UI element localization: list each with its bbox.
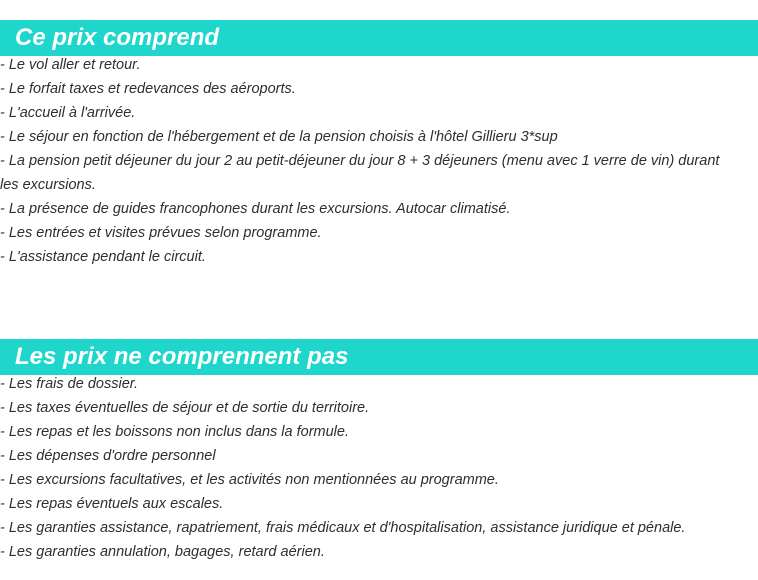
list-item: - L'assistance pendant le circuit. — [0, 249, 206, 265]
list-item: - Le forfait taxes et redevances des aéroports. — [0, 81, 296, 97]
list-item: - Les entrées et visites prévues selon programme. — [0, 225, 322, 241]
includes-list — [0, 53, 758, 269]
list-item: - La pension petit déjeuner du jour 2 au petit-déjeuner du jour 8 + 3 déjeuners (menu avec 1 verre de vin) durant les excursions. — [0, 153, 720, 193]
list-item: - Les excursions facultatives, et les activités non mentionnées au programme. — [0, 472, 499, 488]
list-item: - Les dépenses d'ordre personnel — [0, 448, 216, 464]
list-item: - Les repas et les boissons non inclus dans la formule. — [0, 424, 349, 440]
section-title-includes: Ce prix comprend — [0, 20, 758, 56]
list-item: - L'accueil à l'arrivée. — [0, 105, 136, 121]
list-item: - Les garanties annulation, bagages, retard aérien. — [0, 544, 325, 560]
list-item: - Le vol aller et retour. — [0, 57, 141, 73]
list-item: - La présence de guides francophones durant les excursions. Autocar climatisé. — [0, 201, 511, 217]
section-title-excludes: Les prix ne comprennent pas — [0, 339, 758, 375]
list-item: - Les frais de dossier. — [0, 376, 139, 392]
list-item: - Les taxes éventuelles de séjour et de sortie du territoire. — [0, 400, 370, 416]
list-item: - Les garanties assistance, rapatriement, frais médicaux et d'hospitalisation, assistance juridique et pénale. — [0, 520, 686, 536]
list-item: - Le séjour en fonction de l'hébergement et de la pension choisis à l'hôtel Gillieru 3*sup — [0, 129, 558, 145]
excludes-list — [0, 372, 758, 564]
list-item: - Les repas éventuels aux escales. — [0, 496, 224, 512]
